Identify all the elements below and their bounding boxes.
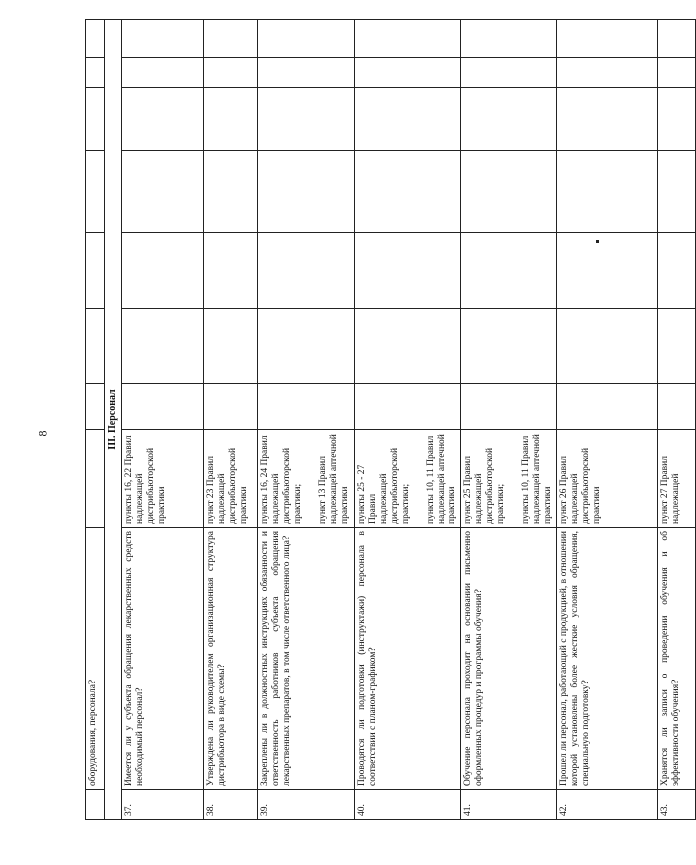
reference-gap <box>304 433 318 524</box>
reference-line: пункты 16, 24 Правил <box>260 435 270 524</box>
row-number: 37. <box>122 790 204 820</box>
reference-gap <box>412 433 426 524</box>
row-question: Утверждена ли руководителем организационная структура дистрибьютора в виде схемы? <box>204 528 258 790</box>
answer-cell <box>258 20 355 58</box>
answer-cell <box>461 88 556 151</box>
reference-line: надлежащей <box>474 473 485 524</box>
reference-line: пункт 23 Правил <box>206 456 216 524</box>
answer-cell <box>461 309 556 384</box>
section-row <box>105 20 122 820</box>
answer-cell <box>204 151 258 233</box>
answer-cell <box>657 309 695 384</box>
reference-gap <box>507 433 521 524</box>
table-row <box>461 20 556 820</box>
row-question: Хранятся ли записи о проведении обучения и об эффективности обучения? <box>657 528 695 790</box>
reference-line: практики; <box>400 483 411 524</box>
table-row <box>258 20 355 820</box>
table-row <box>657 20 695 820</box>
table-row <box>204 20 258 820</box>
cell-empty <box>86 790 105 820</box>
row-legal-reference <box>556 430 657 528</box>
answer-cell <box>556 309 657 384</box>
row-number: 39. <box>258 790 355 820</box>
reference-line: надлежащей <box>378 473 389 524</box>
answer-cell <box>461 151 556 233</box>
answer-cell <box>258 151 355 233</box>
reference-line: практики <box>542 486 553 524</box>
reference-line: надлежащей аптечной <box>531 434 542 524</box>
row-number: 42. <box>556 790 657 820</box>
reference-line: дистрибьюторской <box>389 447 400 524</box>
table-row-top <box>86 20 105 820</box>
row-legal-reference <box>258 430 355 528</box>
reference-line: надлежащей <box>216 473 227 524</box>
row-question: Проводятся ли подготовки (инструктажи) персонала в соответствии с планом-графиком? <box>355 528 461 790</box>
reference-line: дистрибьюторской <box>580 447 591 524</box>
answer-cell <box>556 20 657 58</box>
answer-cell <box>657 58 695 88</box>
reference-line: дистрибьюторской <box>485 447 496 524</box>
answer-cell <box>122 233 204 309</box>
answer-cell <box>258 384 355 430</box>
answer-cell <box>657 20 695 58</box>
reference-line: надлежащей <box>270 473 281 524</box>
table-row <box>355 20 461 820</box>
cell-empty <box>86 88 105 151</box>
row-number: 41. <box>461 790 556 820</box>
answer-cell <box>556 58 657 88</box>
answer-cell <box>657 384 695 430</box>
cell-empty <box>86 309 105 384</box>
answer-cell <box>122 20 204 58</box>
reference-line: пункт 25 Правил <box>463 456 474 524</box>
reference-line: пункт 13 Правил <box>317 456 328 524</box>
answer-cell <box>122 384 204 430</box>
reference-line: надлежащей <box>569 473 580 524</box>
cell-empty <box>86 151 105 233</box>
reference-line: пункт 27 Правил <box>659 456 670 524</box>
row-question: Прошел ли персонал, работающий с продукцией, в отношении которой установлены более жесткие условия обращения, специальную подготовку? <box>556 528 657 790</box>
answer-cell <box>258 233 355 309</box>
reference-line: практики <box>156 486 167 524</box>
reference-line: пункты 16, 22 Правил <box>124 435 134 524</box>
answer-cell <box>122 58 204 88</box>
answer-cell <box>204 309 258 384</box>
reference-line: пункты 25 - 27 Правил <box>357 464 378 524</box>
reference-line: пункты 10, 11 Правил <box>425 435 436 524</box>
page-number: 8 <box>35 430 50 437</box>
answer-cell <box>461 233 556 309</box>
reference-line: практики <box>591 486 602 524</box>
answer-cell <box>355 151 461 233</box>
cell-empty <box>86 233 105 309</box>
row-legal-reference <box>122 430 204 528</box>
reference-line: надлежащей аптечной <box>328 434 339 524</box>
answer-cell <box>355 58 461 88</box>
reference-line: практики; <box>496 483 507 524</box>
row-question: Имеется ли у субъекта обращения лекарственных средств необходимый персонал? <box>122 528 204 790</box>
answer-cell <box>122 309 204 384</box>
answer-cell <box>122 88 204 151</box>
reference-line: практики; <box>292 483 303 524</box>
answer-cell <box>556 233 657 309</box>
answer-cell <box>204 58 258 88</box>
answer-cell <box>122 151 204 233</box>
answer-cell <box>204 384 258 430</box>
reference-line: практики <box>238 486 249 524</box>
answer-cell <box>355 233 461 309</box>
table-body <box>86 20 696 820</box>
answer-cell <box>204 88 258 151</box>
row-legal-reference <box>461 430 556 528</box>
checklist-table-container <box>85 20 681 820</box>
table-row <box>122 20 204 820</box>
top-row-text: оборудования, персонала? <box>86 528 105 790</box>
cell-empty <box>86 430 105 528</box>
answer-cell <box>657 151 695 233</box>
table-row <box>556 20 657 820</box>
checklist-table <box>85 19 696 820</box>
reference-line: дистрибьюторской <box>227 447 238 524</box>
answer-cell <box>657 88 695 151</box>
reference-line: надлежащей <box>670 473 681 524</box>
answer-cell <box>461 384 556 430</box>
section-title: III. Персонал <box>105 20 122 820</box>
reference-line: дистрибьюторской <box>281 447 292 524</box>
answer-cell <box>258 58 355 88</box>
reference-line: практики <box>339 486 350 524</box>
answer-cell <box>461 58 556 88</box>
answer-cell <box>355 20 461 58</box>
answer-cell <box>657 233 695 309</box>
answer-cell <box>556 88 657 151</box>
answer-cell <box>355 88 461 151</box>
answer-cell <box>556 384 657 430</box>
row-question: Обучение персонала проходит на основании письменно оформленных процедур и программы обучения? <box>461 528 556 790</box>
answer-cell <box>461 20 556 58</box>
reference-line: практики <box>447 486 458 524</box>
row-question: Закреплены ли в должностных инструкциях обязанности и ответственность работников субъекта обращения лекарственных препаратов, в том числе ответственного лица? <box>258 528 355 790</box>
row-number: 43. <box>657 790 695 820</box>
row-number: 38. <box>204 790 258 820</box>
reference-line: пункт 26 Правил <box>558 456 569 524</box>
answer-cell <box>258 88 355 151</box>
row-number: 40. <box>355 790 461 820</box>
answer-cell <box>258 309 355 384</box>
cell-empty <box>86 20 105 58</box>
row-legal-reference <box>355 430 461 528</box>
answer-cell <box>355 309 461 384</box>
answer-cell <box>355 384 461 430</box>
answer-cell <box>556 151 657 233</box>
answer-cell <box>204 20 258 58</box>
cell-empty <box>86 384 105 430</box>
reference-line: пункты 10, 11 Правил <box>521 435 532 524</box>
row-legal-reference <box>204 430 258 528</box>
reference-line: дистрибьюторской <box>145 447 156 524</box>
row-legal-reference <box>657 430 695 528</box>
answer-cell <box>204 233 258 309</box>
reference-line: надлежащей аптечной <box>436 434 447 524</box>
cell-empty <box>86 58 105 88</box>
reference-line: надлежащей <box>134 473 145 524</box>
